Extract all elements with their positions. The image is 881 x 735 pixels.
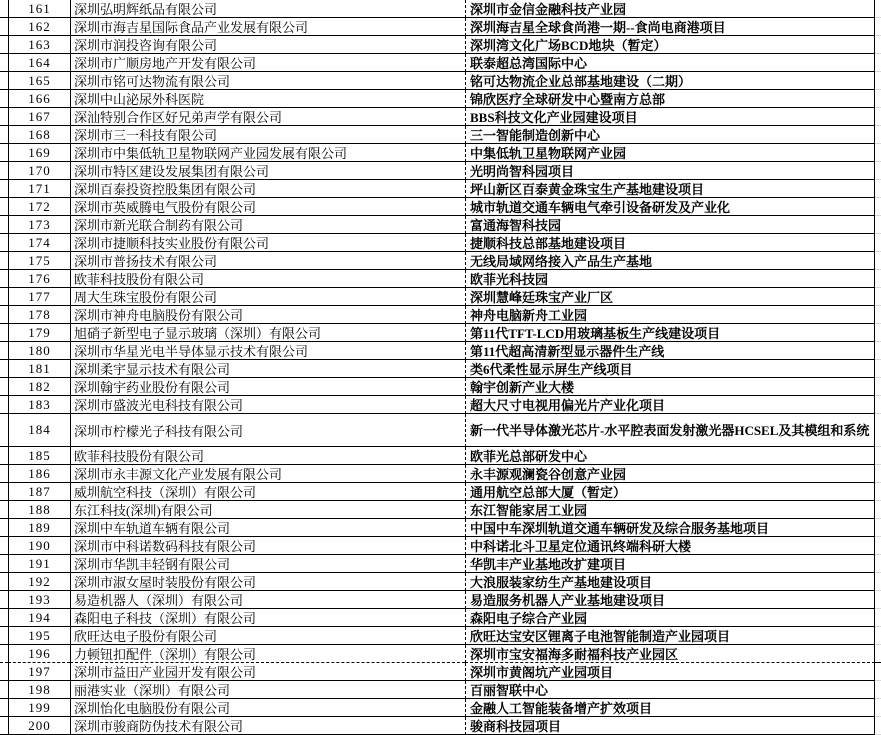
- table-row: [0, 447, 881, 465]
- row-number-cell[interactable]: 182: [8, 378, 70, 396]
- row-left-margin: [0, 378, 8, 396]
- gridline-gutter: [875, 663, 881, 681]
- table-row: [0, 270, 881, 288]
- row-number-cell[interactable]: 186: [8, 465, 70, 483]
- table-row: [0, 18, 881, 36]
- project-cell[interactable]: 深圳慧峰廷珠宝产业厂区: [465, 288, 875, 306]
- row-left-margin: [0, 555, 8, 573]
- project-cell[interactable]: 深圳市宝安福海多耐福科技产业园区: [465, 645, 875, 663]
- row-number-cell[interactable]: 165: [8, 72, 70, 90]
- project-cell[interactable]: 中国中车深圳轨道交通车辆研发及综合服务基地项目: [465, 519, 875, 537]
- project-cell[interactable]: 永丰源观澜瓷谷创意产业园: [465, 465, 875, 483]
- row-number-cell[interactable]: 167: [8, 108, 70, 126]
- table-row: [0, 288, 881, 306]
- company-cell[interactable]: 深圳市盛波光电科技有限公司: [70, 396, 465, 414]
- gridline-gutter: [875, 609, 881, 627]
- company-cell[interactable]: 力顿钮扣配件（深圳）有限公司: [70, 645, 465, 663]
- company-cell[interactable]: 易造机器人（深圳）有限公司: [70, 591, 465, 609]
- row-left-margin: [0, 90, 8, 108]
- row-left-margin: [0, 324, 8, 342]
- project-cell[interactable]: 百丽智联中心: [465, 681, 875, 699]
- row-left-margin: [0, 573, 8, 591]
- project-cell[interactable]: 坪山新区百泰黄金珠宝生产基地建设项目: [465, 180, 875, 198]
- row-left-margin: [0, 288, 8, 306]
- project-cell[interactable]: 通用航空总部大厦（暂定）: [465, 483, 875, 501]
- row-left-margin: [0, 699, 8, 717]
- row-left-margin: [0, 414, 8, 447]
- table-row: [0, 324, 881, 342]
- gridline-gutter: [875, 108, 881, 126]
- row-number-cell[interactable]: 197: [8, 663, 70, 681]
- gridline-gutter: [875, 717, 881, 735]
- table-row: [0, 537, 881, 555]
- project-cell[interactable]: 深圳海吉星全球食尚港一期--食尚电商港项目: [465, 18, 875, 36]
- project-cell[interactable]: 铭可达物流企业总部基地建设（二期）: [465, 72, 875, 90]
- table-row: [0, 663, 881, 681]
- row-left-margin: [0, 198, 8, 216]
- company-cell[interactable]: 深圳市捷顺科技实业股份有限公司: [70, 234, 465, 252]
- row-left-margin: [0, 591, 8, 609]
- table-row: [0, 573, 881, 591]
- gridline-gutter: [875, 216, 881, 234]
- table-row: [0, 396, 881, 414]
- gridline-gutter: [875, 483, 881, 501]
- gridline-gutter: [875, 555, 881, 573]
- gridline-gutter: [875, 501, 881, 519]
- row-left-margin: [0, 609, 8, 627]
- table-row: [0, 681, 881, 699]
- company-cell[interactable]: 欣旺达电子股份有限公司: [70, 627, 465, 645]
- row-left-margin: [0, 306, 8, 324]
- company-cell[interactable]: 深圳市三一科技有限公司: [70, 126, 465, 144]
- gridline-gutter: [875, 252, 881, 270]
- row-left-margin: [0, 180, 8, 198]
- gridline-gutter: [875, 627, 881, 645]
- gridline-gutter: [875, 378, 881, 396]
- table-row: [0, 609, 881, 627]
- company-cell[interactable]: 深圳市神舟电脑股份有限公司: [70, 306, 465, 324]
- table-row: [0, 645, 881, 663]
- project-cell[interactable]: 锦欣医疗全球研发中心暨南方总部: [465, 90, 875, 108]
- table-row: [0, 342, 881, 360]
- company-cell[interactable]: 深圳怡化电脑股份有限公司: [70, 699, 465, 717]
- row-number-cell[interactable]: 185: [8, 447, 70, 465]
- row-number-cell[interactable]: 199: [8, 699, 70, 717]
- gridline-gutter: [875, 699, 881, 717]
- company-cell[interactable]: 深圳百泰投资控股集团有限公司: [70, 180, 465, 198]
- company-cell[interactable]: 深汕特别合作区好兄弟声学有限公司: [70, 108, 465, 126]
- table-row: [0, 180, 881, 198]
- row-left-margin: [0, 627, 8, 645]
- table-row: [0, 216, 881, 234]
- row-left-margin: [0, 270, 8, 288]
- row-left-margin: [0, 252, 8, 270]
- gridline-gutter: [875, 126, 881, 144]
- gridline-gutter: [875, 234, 881, 252]
- company-cell[interactable]: 深圳市中集低轨卫星物联网产业园发展有限公司: [70, 144, 465, 162]
- project-cell[interactable]: 东江智能家居工业园: [465, 501, 875, 519]
- project-cell[interactable]: 欧菲光总部研发中心: [465, 447, 875, 465]
- table-row: [0, 306, 881, 324]
- table-row: [0, 0, 881, 18]
- company-cell[interactable]: 深圳市华凯丰轻钢有限公司: [70, 555, 465, 573]
- table-row: [0, 252, 881, 270]
- company-cell[interactable]: 深圳市海吉星国际食品产业发展有限公司: [70, 18, 465, 36]
- row-number-cell[interactable]: 169: [8, 144, 70, 162]
- row-number-cell[interactable]: 178: [8, 306, 70, 324]
- project-cell[interactable]: 捷顺科技总部基地建设项目: [465, 234, 875, 252]
- row-left-margin: [0, 18, 8, 36]
- row-number-cell[interactable]: 175: [8, 252, 70, 270]
- company-cell[interactable]: 深圳市铭可达物流有限公司: [70, 72, 465, 90]
- project-cell[interactable]: 深圳湾文化广场BCD地块（暂定）: [465, 36, 875, 54]
- row-number-cell[interactable]: 171: [8, 180, 70, 198]
- company-cell[interactable]: 深圳市普扬技术有限公司: [70, 252, 465, 270]
- row-number-cell[interactable]: 174: [8, 234, 70, 252]
- table-row: [0, 360, 881, 378]
- row-left-margin: [0, 360, 8, 378]
- row-left-margin: [0, 144, 8, 162]
- project-cell[interactable]: 三一智能制造创新中心: [465, 126, 875, 144]
- gridline-gutter: [875, 54, 881, 72]
- row-number-cell[interactable]: 181: [8, 360, 70, 378]
- project-cell[interactable]: 金融人工智能装备增产扩效项目: [465, 699, 875, 717]
- row-left-margin: [0, 108, 8, 126]
- gridline-gutter: [875, 288, 881, 306]
- row-number-cell[interactable]: 168: [8, 126, 70, 144]
- row-number-cell[interactable]: 188: [8, 501, 70, 519]
- table-row: [0, 627, 881, 645]
- project-cell[interactable]: 富通海智科技园: [465, 216, 875, 234]
- gridline-gutter: [875, 72, 881, 90]
- row-number-cell[interactable]: 196: [8, 645, 70, 663]
- company-cell[interactable]: 深圳柔宇显示技术有限公司: [70, 360, 465, 378]
- project-cell[interactable]: 骏商科技园项目: [465, 717, 875, 735]
- row-left-margin: [0, 72, 8, 90]
- row-left-margin: [0, 537, 8, 555]
- row-left-margin: [0, 465, 8, 483]
- company-cell[interactable]: 深圳市特区建设发展集团有限公司: [70, 162, 465, 180]
- project-cell[interactable]: 中科诺北斗卫星定位通讯终端科研大楼: [465, 537, 875, 555]
- gridline-gutter: [875, 519, 881, 537]
- table-row: [0, 90, 881, 108]
- project-cell[interactable]: 光明尚智科园项目: [465, 162, 875, 180]
- row-number-cell[interactable]: 164: [8, 54, 70, 72]
- row-left-margin: [0, 54, 8, 72]
- company-cell[interactable]: 深圳市新光联合制药有限公司: [70, 216, 465, 234]
- table-row: [0, 234, 881, 252]
- company-cell[interactable]: 深圳市华星光电半导体显示技术有限公司: [70, 342, 465, 360]
- row-number-cell[interactable]: 184: [8, 414, 70, 447]
- row-number-cell[interactable]: 187: [8, 483, 70, 501]
- table-row: [0, 54, 881, 72]
- row-number-cell[interactable]: 195: [8, 627, 70, 645]
- project-cell[interactable]: 大浪服装家纺生产基地建设项目: [465, 573, 875, 591]
- row-number-cell[interactable]: 163: [8, 36, 70, 54]
- row-left-margin: [0, 342, 8, 360]
- table-row: [0, 198, 881, 216]
- row-number-cell[interactable]: 161: [8, 0, 70, 18]
- project-cell[interactable]: 第11代超高清新型显示器件生产线: [465, 342, 875, 360]
- project-cell[interactable]: 类6代柔性显示屏生产线项目: [465, 360, 875, 378]
- row-number-cell[interactable]: 166: [8, 90, 70, 108]
- row-left-margin: [0, 519, 8, 537]
- company-cell[interactable]: 深圳市永丰源文化产业发展有限公司: [70, 465, 465, 483]
- company-cell[interactable]: 深圳中山泌尿外科医院: [70, 90, 465, 108]
- gridline-gutter: [875, 645, 881, 663]
- company-cell[interactable]: 周大生珠宝股份有限公司: [70, 288, 465, 306]
- project-cell[interactable]: 翰宇创新产业大楼: [465, 378, 875, 396]
- company-cell[interactable]: 欧菲科技股份有限公司: [70, 447, 465, 465]
- row-number-cell[interactable]: 192: [8, 573, 70, 591]
- gridline-gutter: [875, 36, 881, 54]
- table-row: [0, 126, 881, 144]
- gridline-gutter: [875, 342, 881, 360]
- row-number-cell[interactable]: 177: [8, 288, 70, 306]
- company-cell[interactable]: 深圳翰宇药业股份有限公司: [70, 378, 465, 396]
- table-row: [0, 699, 881, 717]
- gridline-gutter: [875, 396, 881, 414]
- table-row: [0, 378, 881, 396]
- row-number-cell[interactable]: 162: [8, 18, 70, 36]
- row-number-cell[interactable]: 173: [8, 216, 70, 234]
- row-number-cell[interactable]: 194: [8, 609, 70, 627]
- row-left-margin: [0, 396, 8, 414]
- table-row: [0, 144, 881, 162]
- gridline-gutter: [875, 198, 881, 216]
- gridline-gutter: [875, 414, 881, 447]
- gridline-gutter: [875, 162, 881, 180]
- company-cell[interactable]: 深圳市广顺房地产开发有限公司: [70, 54, 465, 72]
- project-cell[interactable]: BBS科技文化产业园建设项目: [465, 108, 875, 126]
- project-cell[interactable]: 中集低轨卫星物联网产业园: [465, 144, 875, 162]
- row-left-margin: [0, 447, 8, 465]
- table-row: [0, 555, 881, 573]
- project-cell[interactable]: 神舟电脑新舟工业园: [465, 306, 875, 324]
- table-row: [0, 108, 881, 126]
- project-cell[interactable]: 华凯丰产业基地改扩建项目: [465, 555, 875, 573]
- row-left-margin: [0, 483, 8, 501]
- row-left-margin: [0, 663, 8, 681]
- table-row: [0, 519, 881, 537]
- gridline-gutter: [875, 144, 881, 162]
- row-left-margin: [0, 501, 8, 519]
- company-cell[interactable]: 深圳市润投咨询有限公司: [70, 36, 465, 54]
- row-left-margin: [0, 216, 8, 234]
- company-cell[interactable]: 欧菲科技股份有限公司: [70, 270, 465, 288]
- company-cell[interactable]: 深圳市益田产业园开发有限公司: [70, 663, 465, 681]
- row-number-cell[interactable]: 176: [8, 270, 70, 288]
- row-left-margin: [0, 126, 8, 144]
- project-cell[interactable]: 新一代半导体激光芯片-水平腔表面发射激光器HCSEL及其模组和系统: [465, 414, 875, 447]
- company-cell[interactable]: 丽港实业（深圳）有限公司: [70, 681, 465, 699]
- row-number-cell[interactable]: 189: [8, 519, 70, 537]
- project-cell[interactable]: 深圳市黄阁坑产业园项目: [465, 663, 875, 681]
- row-left-margin: [0, 162, 8, 180]
- row-left-margin: [0, 681, 8, 699]
- gridline-gutter: [875, 180, 881, 198]
- gridline-gutter: [875, 681, 881, 699]
- project-cell[interactable]: 欣旺达宝安区锂离子电池智能制造产业园项目: [465, 627, 875, 645]
- company-cell[interactable]: 深圳弘明辉纸品有限公司: [70, 0, 465, 18]
- table-row: [0, 36, 881, 54]
- gridline-gutter: [875, 18, 881, 36]
- gridline-gutter: [875, 0, 881, 18]
- company-cell[interactable]: 深圳市中科诺数码科技有限公司: [70, 537, 465, 555]
- company-cell[interactable]: 威圳航空科技（深圳）有限公司: [70, 483, 465, 501]
- row-number-cell[interactable]: 179: [8, 324, 70, 342]
- row-number-cell[interactable]: 170: [8, 162, 70, 180]
- row-number-cell[interactable]: 198: [8, 681, 70, 699]
- table-row: [0, 591, 881, 609]
- project-cell[interactable]: 深圳市金信金融科技产业园: [465, 0, 875, 18]
- table-row: [0, 414, 881, 447]
- row-number-cell[interactable]: 191: [8, 555, 70, 573]
- row-number-cell[interactable]: 200: [8, 717, 70, 735]
- company-cell[interactable]: 森阳电子科技（深圳）有限公司: [70, 609, 465, 627]
- project-cell[interactable]: 城市轨道交通车辆电气牵引设备研发及产业化: [465, 198, 875, 216]
- row-number-cell[interactable]: 180: [8, 342, 70, 360]
- company-cell[interactable]: 旭硝子新型电子显示玻璃（深圳）有限公司: [70, 324, 465, 342]
- row-left-margin: [0, 0, 8, 18]
- gridline-gutter: [875, 306, 881, 324]
- gridline-gutter: [875, 360, 881, 378]
- gridline-gutter: [875, 270, 881, 288]
- gridline-gutter: [875, 324, 881, 342]
- table-row: [0, 501, 881, 519]
- project-cell[interactable]: 第11代TFT-LCD用玻璃基板生产线建设项目: [465, 324, 875, 342]
- gridline-gutter: [875, 90, 881, 108]
- row-left-margin: [0, 717, 8, 735]
- project-cell[interactable]: 无线局域网络接入产品生产基地: [465, 252, 875, 270]
- gridline-gutter: [875, 447, 881, 465]
- company-cell[interactable]: 深圳市英威腾电气股份有限公司: [70, 198, 465, 216]
- company-cell[interactable]: 东江科技(深圳)有限公司: [70, 501, 465, 519]
- company-cell[interactable]: 深圳市淑女屋时装股份有限公司: [70, 573, 465, 591]
- table-row: [0, 483, 881, 501]
- table-row: [0, 465, 881, 483]
- row-left-margin: [0, 36, 8, 54]
- gridline-gutter: [875, 591, 881, 609]
- row-number-cell[interactable]: 193: [8, 591, 70, 609]
- row-number-cell[interactable]: 190: [8, 537, 70, 555]
- row-number-cell[interactable]: 183: [8, 396, 70, 414]
- company-cell[interactable]: 深圳市柠檬光子科技有限公司: [70, 414, 465, 447]
- company-cell[interactable]: 深圳中车轨道车辆有限公司: [70, 519, 465, 537]
- gridline-gutter: [875, 537, 881, 555]
- gridline-gutter: [875, 465, 881, 483]
- row-left-margin: [0, 645, 8, 663]
- table-row: [0, 72, 881, 90]
- gridline-gutter: [875, 573, 881, 591]
- row-number-cell[interactable]: 172: [8, 198, 70, 216]
- project-cell[interactable]: 超大尺寸电视用偏光片产业化项目: [465, 396, 875, 414]
- project-cell[interactable]: 森阳电子综合产业园: [465, 609, 875, 627]
- project-cell[interactable]: 联泰超总湾国际中心: [465, 54, 875, 72]
- company-cell[interactable]: 深圳市骏商防伪技术有限公司: [70, 717, 465, 735]
- table-row: [0, 717, 881, 735]
- row-left-margin: [0, 234, 8, 252]
- table-row: [0, 162, 881, 180]
- project-cell[interactable]: 欧菲光科技园: [465, 270, 875, 288]
- project-cell[interactable]: 易造服务机器人产业基地建设项目: [465, 591, 875, 609]
